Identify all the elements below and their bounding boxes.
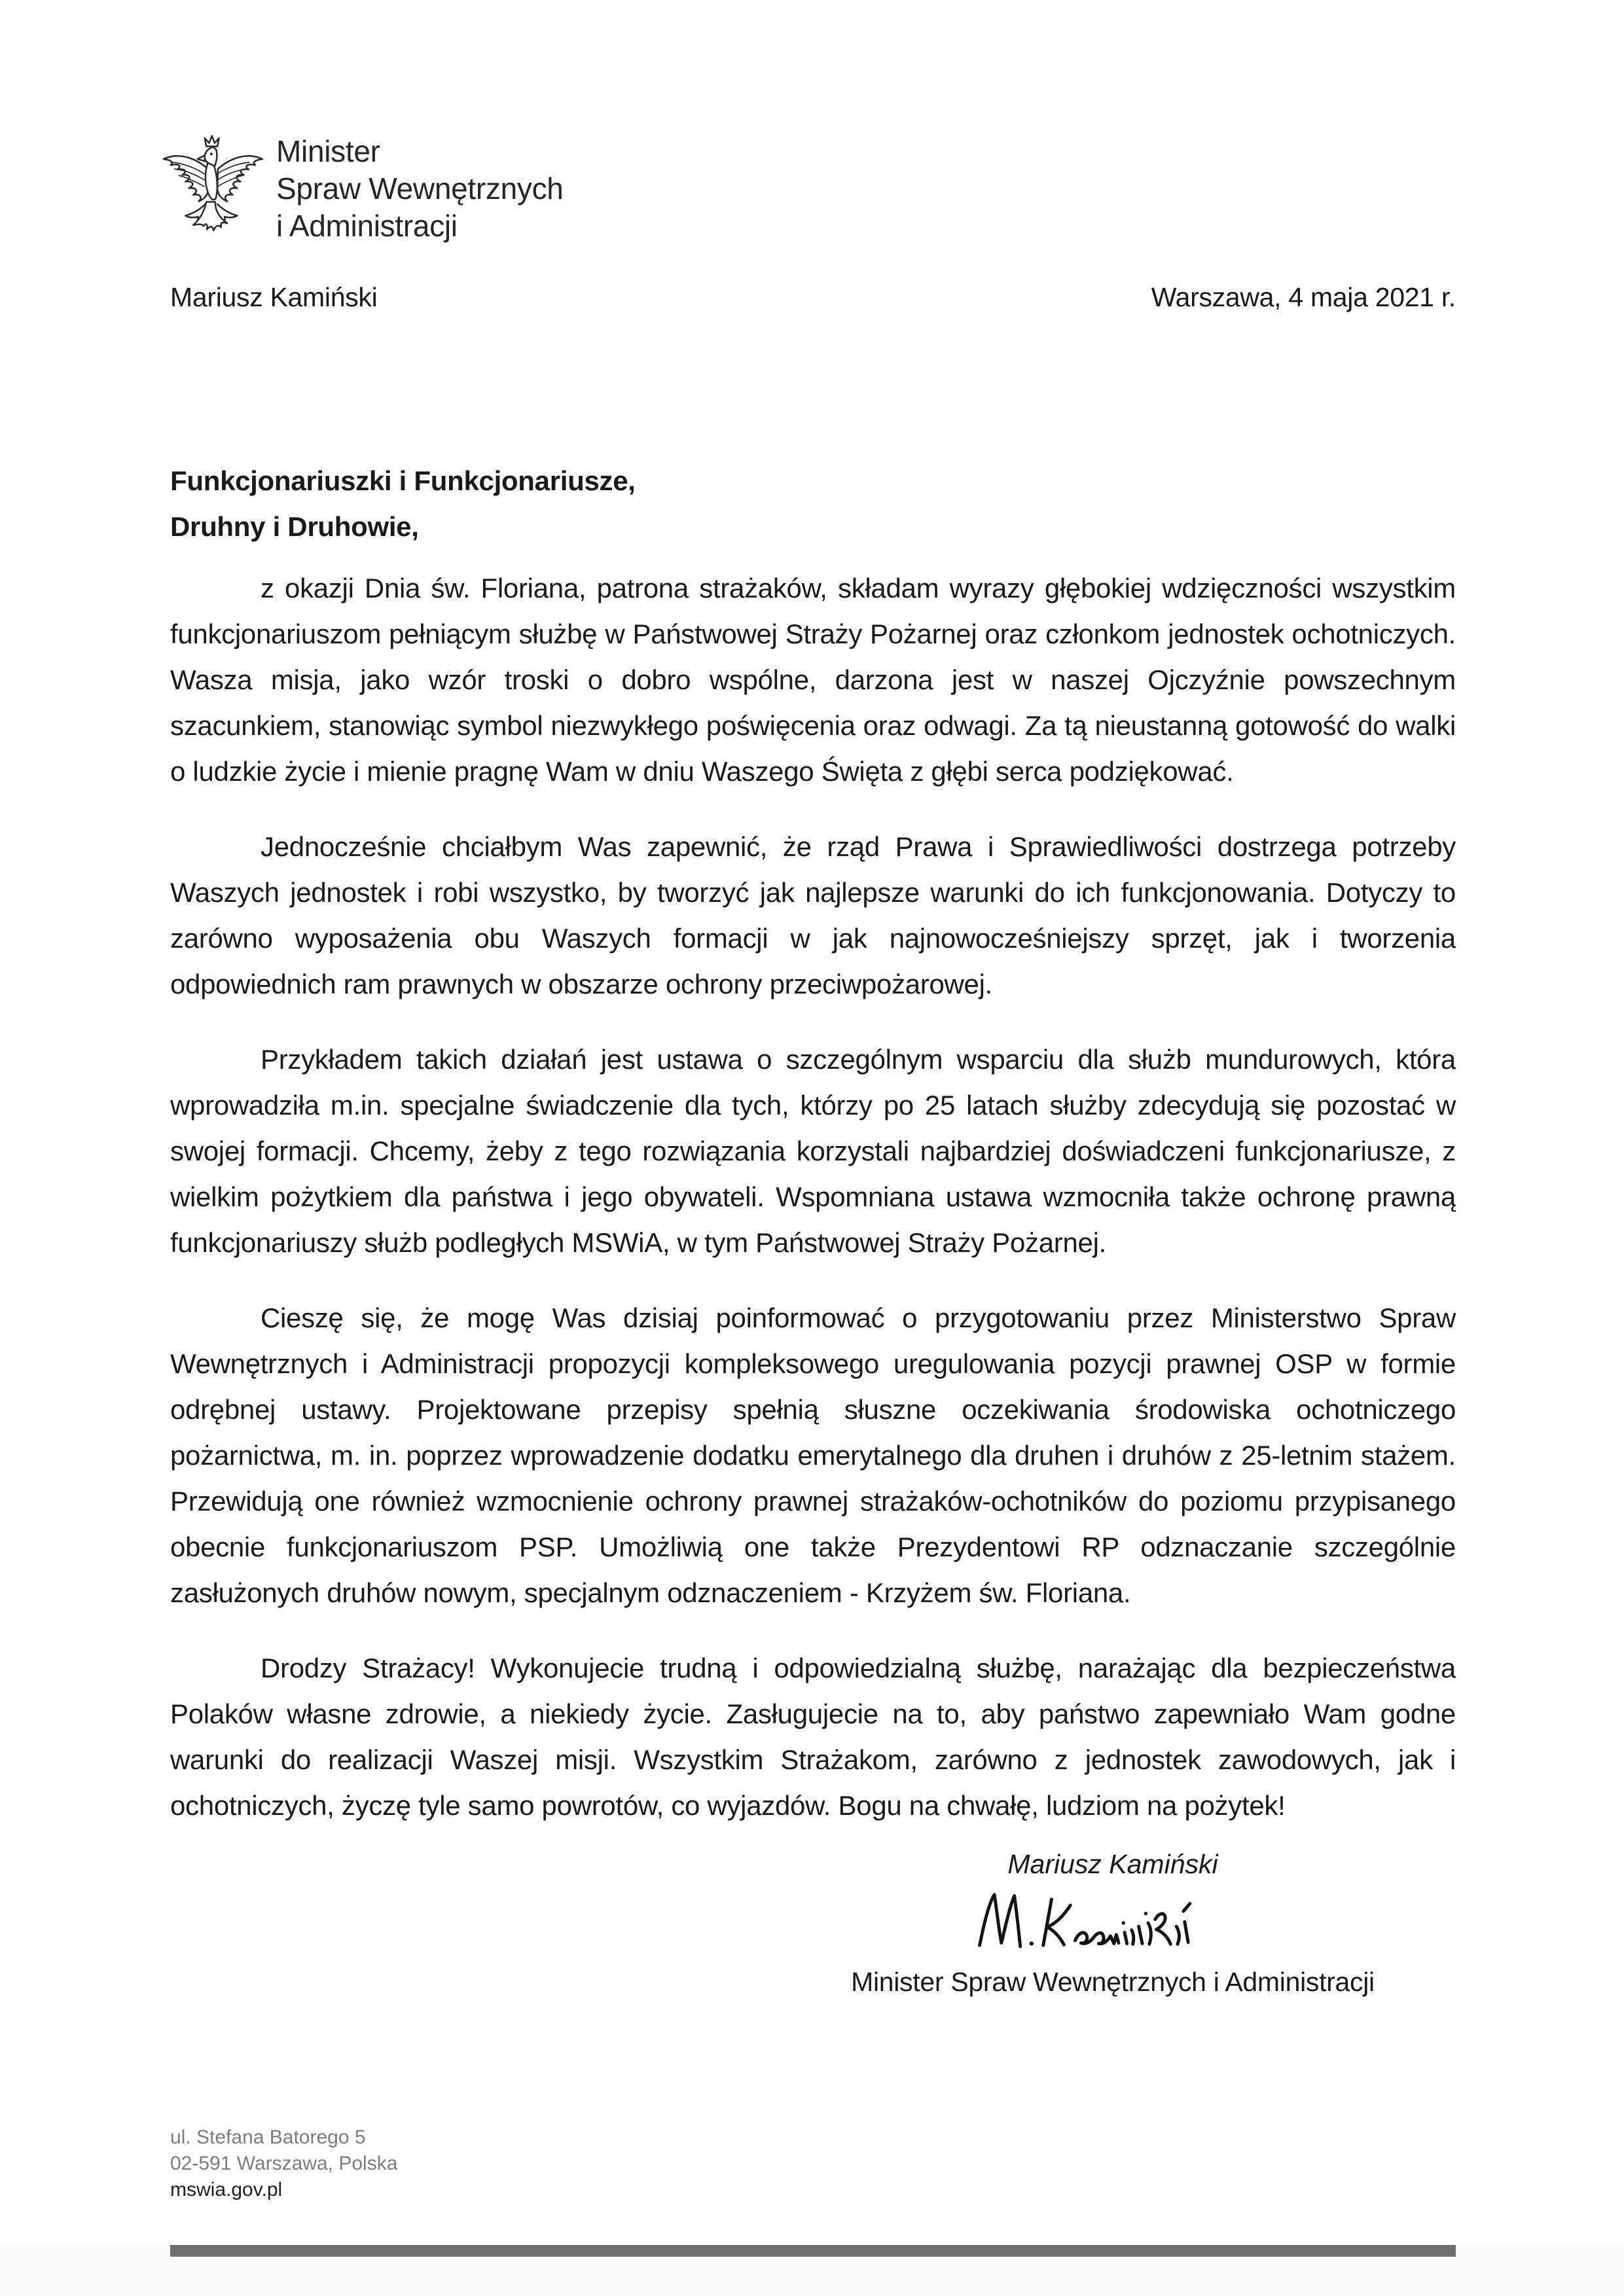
meta-row bbox=[170, 281, 1456, 313]
ministry-line-1: Minister bbox=[276, 134, 380, 168]
footer-city: 02-591 Warszawa, Polska bbox=[170, 2153, 398, 2174]
paragraph-1: z okazji Dnia św. Floriana, patrona strażaków, składam wyrazy głębokiej wdzięczności wszystkim funkcjonariuszom pełniącym służbę w Państwowej Straży Pożarnej oraz członkom jednostek ochotniczych. Wasza misja, jako wzór troski o dobro wspólne, darzona jest w naszej Ojczyźnie powszechnym szacunkiem, stanowiąc symbol niezwykłego poświęcenia oraz odwagi. Za tą nieustanną gotowość do walki o ludzkie życie i mienie pragnę Wam w dniu Waszego Święta z głębi serca podziękować. bbox=[170, 573, 1456, 787]
ministry-name bbox=[276, 133, 564, 245]
paragraph-5: Drodzy Strażacy! Wykonujecie trudną i odpowiedzialną służbę, narażając dla bezpieczeństwa Polaków własne zdrowie, a niekiedy życie. Zasługujecie na to, aby państwo zapewniało Wam godne warunki do realizacji Waszej misji. Wszystkim Strażakom, zarówno z jednostek zawodowych, jak i ochotniczych, życzę tyle samo powrotów, co wyjazdów. Bogu na chwałę, ludziom na pożytek! bbox=[170, 1653, 1456, 1821]
signatory-name: Mariusz Kamiński bbox=[1007, 1849, 1218, 1879]
letterhead bbox=[156, 134, 1456, 245]
ministry-line-3: i Administracji bbox=[276, 209, 458, 243]
signatory-title: Minister Spraw Wewnętrznych i Administracji bbox=[851, 1967, 1375, 1997]
paragraph-4: Cieszę się, że mogę Was dzisiaj poinformować o przygotowaniu przez Ministerstwo Spraw Wewnętrznych i Administracji propozycji kompleksowego uregulowania pozycji prawnej OSP w formie odrębnej ustawy. Projektowane przepisy spełnią słuszne oczekiwania środowiska ochotniczego pożarnictwa, m. in. poprzez wprowadzenie dodatku emerytalnego dla druhen i druhów z 25-letnim stażem. Przewidują one również wzmocnienie ochrony prawnej strażaków-ochotników do poziomu przypisanego obecnie funkcjonariuszom PSP. Umożliwią one także Prezydentowi RP odznaczanie szczególnie zasłużonych druhów nowym, specjalnym odznaczeniem - Krzyżem św. Floriana. bbox=[170, 1302, 1456, 1608]
paragraph-2: Jednocześnie chciałbym Was zapewnić, że rząd Prawa i Sprawiedliwości dostrzega potrzeby Waszych jednostek i robi wszystko, by tworzyć jak najlepsze warunki do ich funkcjonowania. Dotyczy to zarówno wyposażenia obu Waszych formacji w jak najnowocześniejszy sprzęt, jak i tworzenia odpowiednich ram prawnych w obszarze ochrony przeciwpożarowej. bbox=[170, 831, 1456, 999]
signature-block bbox=[785, 1848, 1440, 1998]
handwritten-signature-icon bbox=[965, 1888, 1261, 1958]
polish-eagle-emblem-icon bbox=[156, 134, 266, 245]
salutation-line-1: Funkcjonariuszki i Funkcjonariusze, bbox=[170, 465, 636, 496]
ministry-line-2: Spraw Wewnętrznych bbox=[276, 171, 564, 206]
footer-street: ul. Stefana Batorego 5 bbox=[170, 2126, 366, 2148]
footer-address bbox=[170, 2125, 397, 2203]
letter-content bbox=[170, 134, 1456, 1998]
bottom-bar bbox=[170, 2245, 1456, 2257]
paragraph-3: Przykładem takich działań jest ustawa o szczególnym wsparciu dla służb mundurowych, która wprowadziła m.in. specjalne świadczenie dla tych, którzy po 25 latach służby zdecydują się pozostać w swojej formacji. Chcemy, żeby z tego rozwiązania korzystali najbardziej doświadczeni funkcjonariusze, z wielkim pożytkiem dla państwa i jego obywateli. Wspomniana ustawa wzmocniła także ochronę prawną funkcjonariuszy służb podległych MSWiA, w tym Państwowej Straży Pożarnej. bbox=[170, 1044, 1456, 1258]
footer-website: mswia.gov.pl bbox=[170, 2179, 283, 2200]
sender-name: Mariusz Kamiński bbox=[170, 282, 378, 312]
salutation-line-2: Druhny i Druhowie, bbox=[170, 511, 419, 542]
salutation bbox=[170, 458, 1456, 550]
dateline: Warszawa, 4 maja 2021 r. bbox=[1151, 282, 1456, 312]
